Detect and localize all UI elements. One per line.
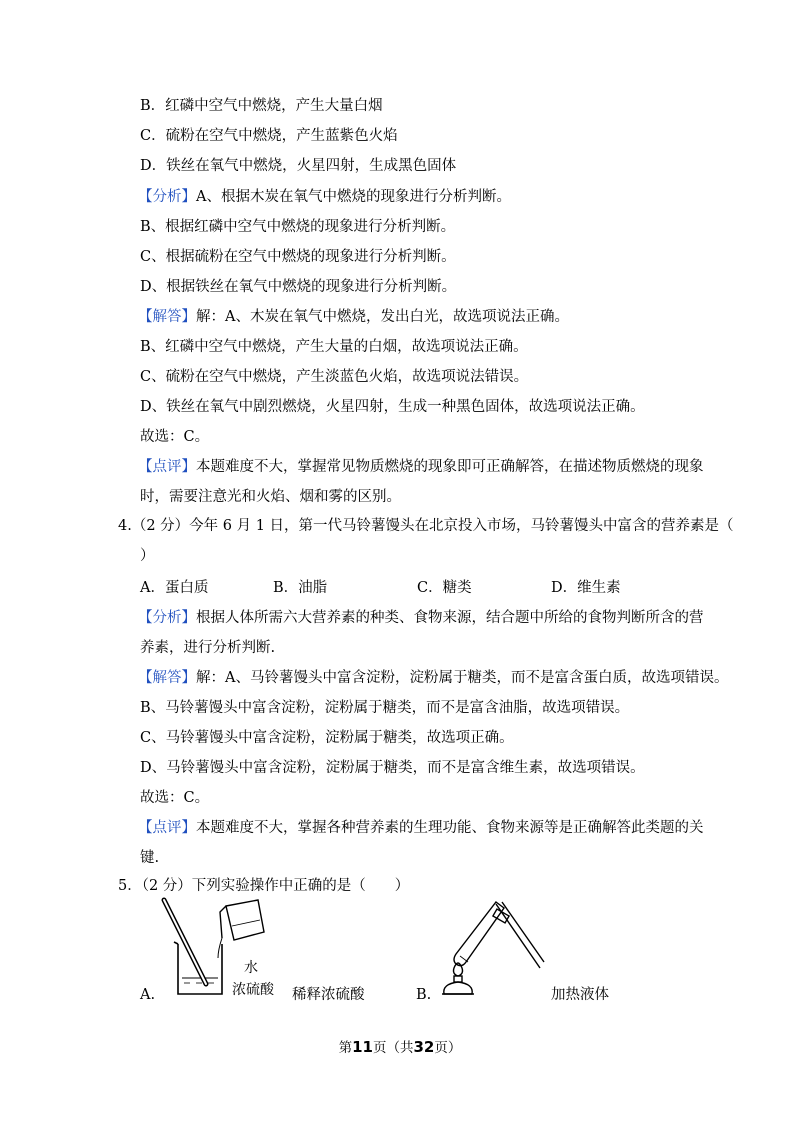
answer-text: 解：A、马铃薯馒头中富含淀粉，淀粉属于糖类，而不是富含蛋白质，故选项错误。 [196,670,729,686]
alcohol-lamp-icon [442,963,474,994]
analysis-text: A、根据木炭在氧气中燃烧的现象进行分析判断。 [196,189,511,205]
q4-comment-text-2: 键. [140,850,160,866]
footer-total-pages: 32 [413,1038,435,1056]
question-5: 5．（2 分）下列实验操作中正确的是（ ） [118,878,410,894]
q4-option-b: B．油脂 [273,580,328,596]
comment-tag: 【点评】 [138,459,196,475]
analysis-line [138,187,511,207]
comment-text-2: 时，需要注意光和火焰、烟和雾的区别。 [140,489,401,505]
page-footer [0,1036,800,1056]
analysis-d: D、根据铁丝在氧气中燃烧的现象进行分析判断。 [140,279,457,295]
q4-answer-choice: 故选：C。 [140,790,210,806]
q4-answer-d: D、马铃薯馒头中富含淀粉，淀粉属于糖类，而不是富含维生素，故选项错误。 [140,760,645,776]
q4-answer-c: C、马铃薯馒头中富含淀粉，淀粉属于糖类，故选项正确。 [140,730,514,746]
q4-option-d: D．维生素 [551,580,621,596]
q5-option-b-label: B. [416,987,432,1003]
glass-rod-icon [164,900,206,984]
footer-pre: 第 [338,1040,353,1056]
answer-d: D、铁丝在氧气中剧烈燃烧，火星四射，生成一种黑色固体，故选项说法正确。 [140,399,645,415]
option-b-text: B．红磷中空气中燃烧，产生大量白烟 [140,98,383,114]
analysis-text: 根据人体所需六大营养素的种类、食物来源，结合题中所给的食物判断所含的营 [196,610,704,626]
option-c-text: C．硫粉在空气中燃烧，产生蓝紫色火焰 [140,128,398,144]
q4-option-a: A．蛋白质 [140,580,209,596]
q5-option-a-label: A. [140,987,156,1003]
q4-answer-b: B、马铃薯馒头中富含淀粉，淀粉属于糖类，而不是富含油脂，故选项错误。 [140,700,630,716]
acid-label: 浓硫酸 [232,982,274,998]
analysis-tag: 【分析】 [138,610,196,626]
q4-comment-line [138,818,704,838]
option-d-text: D．铁丝在氧气中燃烧，火星四射，生成黑色固体 [140,158,457,174]
footer-page-number: 11 [352,1038,373,1056]
answer-choice: 故选：C。 [140,429,210,445]
question-4: 4.（2 分）今年 6 月 1 日，第一代马铃薯馒头在北京投入市场，马铃薯馒头中富含的营养素是（ [118,518,734,534]
footer-mid: 页（共 [373,1040,414,1056]
dilute-acid-caption: 稀释浓硫酸 [292,987,365,1003]
heat-liquid-figure [436,898,546,1008]
comment-line [138,457,704,477]
pouring-beaker-icon [218,900,264,958]
q4-analysis-line [138,608,704,628]
answer-line [138,307,569,327]
answer-b: B、红磷中空气中燃烧，产生大量的白烟，故选项说法正确。 [140,339,528,355]
answer-tag: 【解答】 [138,309,196,325]
q4-option-c: C．糖类 [417,580,472,596]
analysis-b: B、根据红磷中空气中燃烧的现象进行分析判断。 [140,219,456,235]
answer-text: 解：A、木炭在氧气中燃烧，发出白光，故选项说法正确。 [196,309,569,325]
heat-liquid-caption: 加热液体 [551,987,609,1003]
comment-text: 本题难度不大，掌握各种营养素的生理功能、食物来源等是正确解答此类题的关 [196,820,704,836]
analysis-tag: 【分析】 [138,189,196,205]
water-label: 水 [244,960,258,976]
answer-tag: 【解答】 [138,670,196,686]
test-tube-icon [454,902,504,966]
question-4-paren: ） [140,548,155,564]
q4-answer-line [138,668,728,688]
comment-text: 本题难度不大，掌握常见物质燃烧的现象即可正确解答，在描述物质燃烧的现象 [196,459,704,475]
analysis-c: C、根据硫粉在空气中燃烧的现象进行分析判断。 [140,249,456,265]
q4-analysis-text-2: 养素，进行分析判断. [140,640,276,656]
comment-tag: 【点评】 [138,820,196,836]
answer-c: C、硫粉在空气中燃烧，产生淡蓝色火焰，故选项说法错误。 [140,369,529,385]
footer-post: 页） [434,1040,462,1056]
